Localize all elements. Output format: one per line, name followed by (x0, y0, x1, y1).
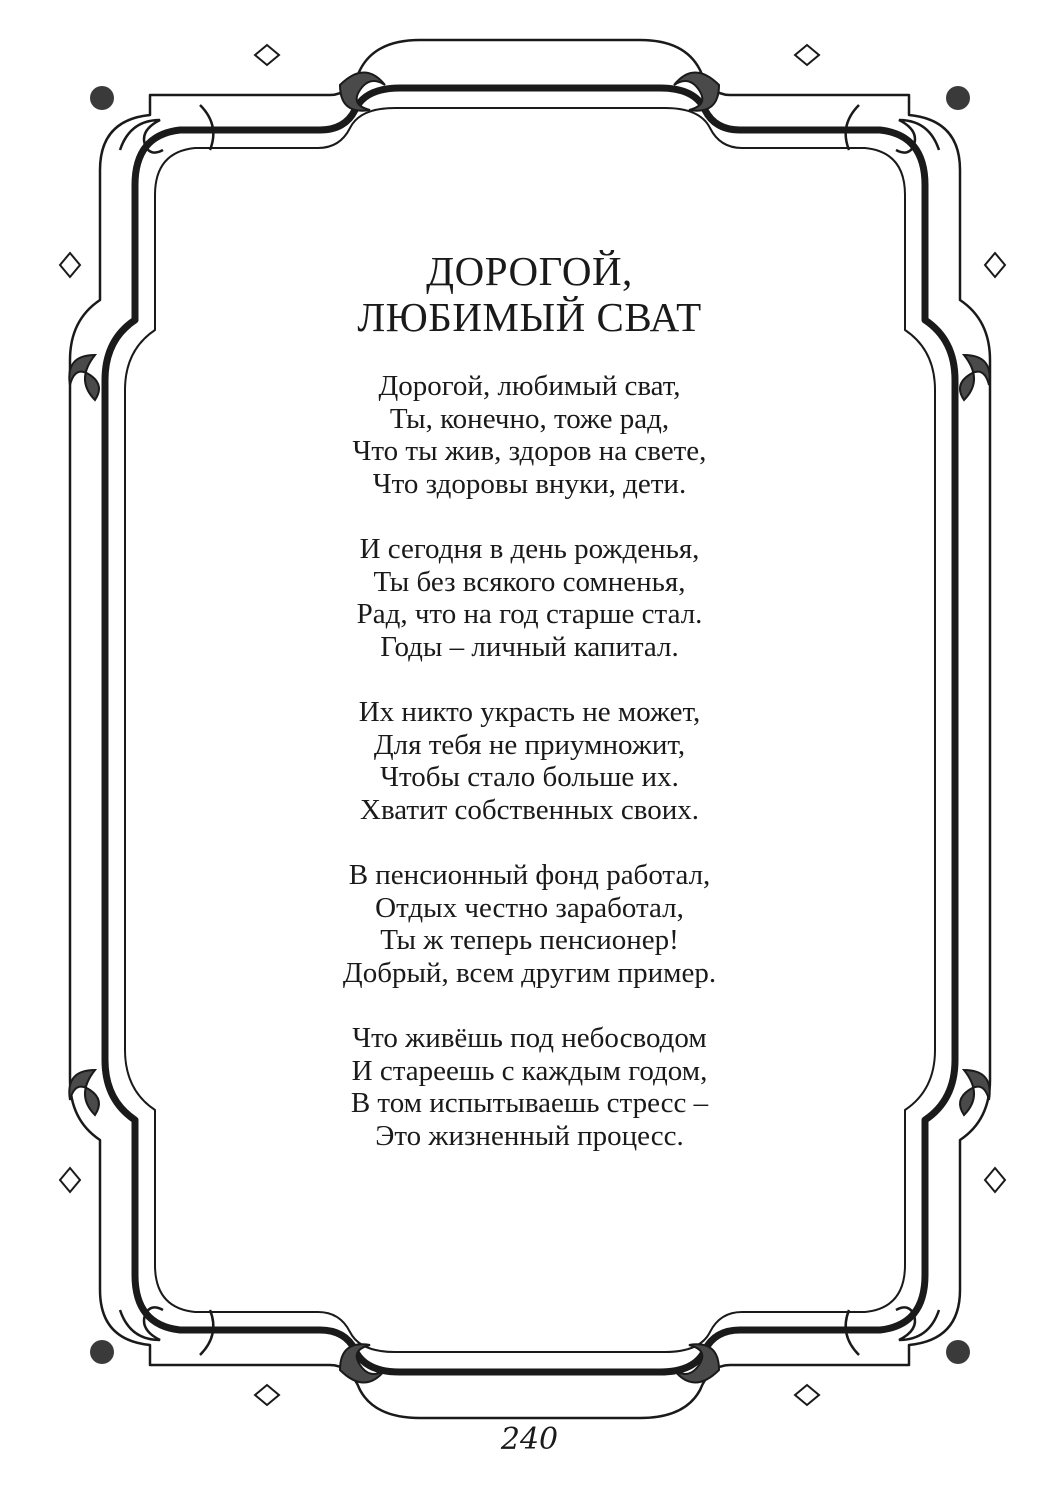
poem-line: Годы – личный капитал. (380, 630, 679, 663)
dot-ornament-icon (946, 1340, 970, 1364)
poem-line: И сегодня в день рожденья, (359, 533, 700, 565)
poem-line: Хватит собственных своих. (360, 793, 699, 826)
poem-line: И стареешь с каждым годом, (351, 1054, 708, 1087)
poem-line: Отдых честно заработал, (375, 891, 684, 924)
diamond-ornament-icon (255, 1385, 279, 1405)
poem-line: Ты ж теперь пенсионер! (380, 924, 679, 956)
stanza (0, 370, 1059, 500)
diamond-ornament-icon (795, 1385, 819, 1405)
poem-line: Дорогой, любимый сват, (378, 370, 681, 402)
stanza (0, 859, 1059, 989)
poem-line: Это жизненный процесс. (375, 1119, 684, 1152)
poem-title-line: ЛЮБИМЫЙ СВАТ (357, 294, 702, 340)
poem-line: В пенсионный фонд работал, (348, 859, 711, 891)
stanza (0, 1022, 1059, 1152)
dot-ornament-icon (90, 86, 114, 110)
poem-line: Что ты жив, здоров на свете, (352, 435, 707, 467)
poem-title-line: ДОРОГОЙ, (426, 248, 633, 294)
poem-line: Их никто украсть не может, (358, 696, 701, 728)
poem-line: Ты без всякого сомненья, (373, 565, 686, 598)
page-number: 240 (500, 1422, 559, 1457)
poem-line: Что живёшь под небосводом (352, 1022, 707, 1054)
poem-line: Ты, конечно, тоже рад, (389, 402, 670, 435)
poem-line: Рад, что на год старше стал. (356, 598, 703, 630)
dot-ornament-icon (946, 86, 970, 110)
stanza (0, 696, 1059, 826)
poem-line: Что здоровы внуки, дети. (372, 467, 687, 500)
poem-line: Добрый, всем другим пример. (342, 956, 717, 989)
poem-body (0, 370, 1059, 1185)
poem-title (0, 248, 1059, 340)
poem-line: Для тебя не приумножит, (373, 728, 686, 761)
diamond-ornament-icon (795, 45, 819, 65)
stanza (0, 533, 1059, 663)
poem-line: В том испытываешь стресс – (350, 1087, 709, 1119)
poem-line: Чтобы стало больше их. (380, 761, 679, 793)
diamond-ornament-icon (255, 45, 279, 65)
dot-ornament-icon (90, 1340, 114, 1364)
